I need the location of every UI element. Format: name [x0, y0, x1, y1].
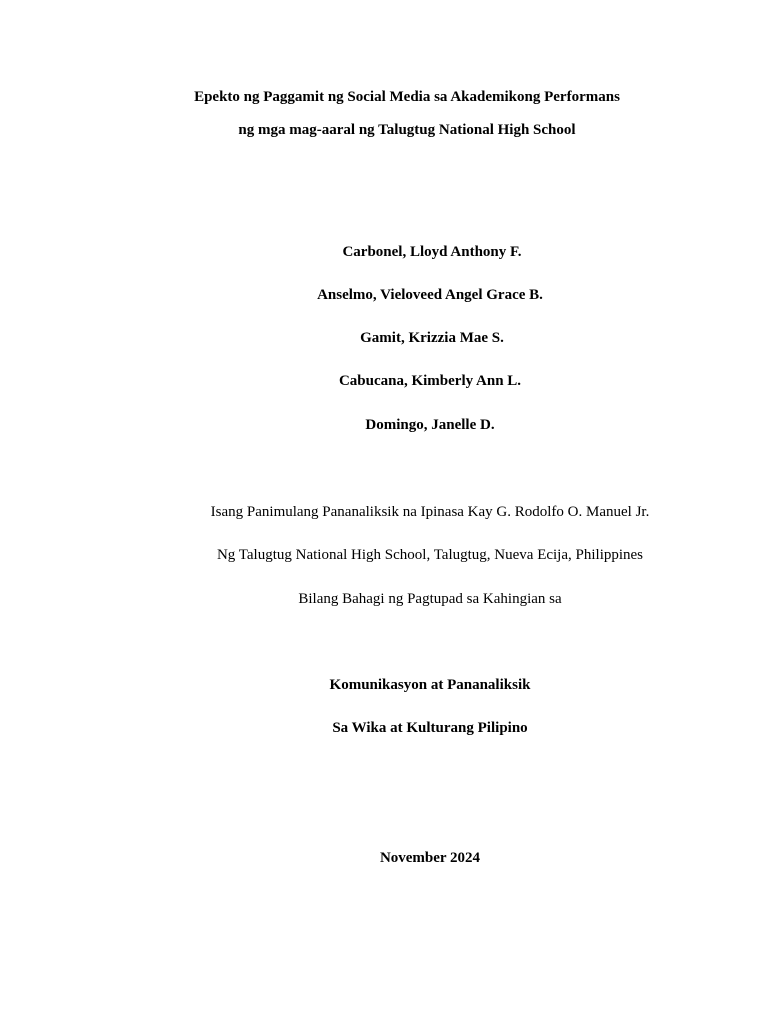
author-4: Cabucana, Kimberly Ann L. [338, 373, 522, 389]
author-1: Carbonel, Lloyd Anthony F. [342, 244, 522, 260]
title-line-2: ng mga mag-aaral ng Talugtug National High School [238, 122, 576, 138]
author-2: Anselmo, Vieloveed Angel Grace B. [317, 287, 543, 303]
submission-line-3: Bilang Bahagi ng Pagtupad sa Kahingian sa [298, 591, 562, 607]
submission-date: November 2024 [379, 850, 481, 866]
submission-line-1: Isang Panimulang Pananaliksik na Ipinasa Kay G. Rodolfo O. Manuel Jr. [210, 504, 650, 520]
title-line-1: Epekto ng Paggamit ng Social Media sa Akademikong Performans [194, 89, 620, 105]
course-line-2: Sa Wika at Kulturang Pilipino [332, 720, 528, 736]
submission-line-2: Ng Talugtug National High School, Talugtug, Nueva Ecija, Philippines [216, 547, 644, 563]
author-5: Domingo, Janelle D. [365, 417, 495, 433]
course-line-1: Komunikasyon at Pananaliksik [329, 677, 531, 693]
author-3: Gamit, Krizzia Mae S. [360, 330, 504, 346]
